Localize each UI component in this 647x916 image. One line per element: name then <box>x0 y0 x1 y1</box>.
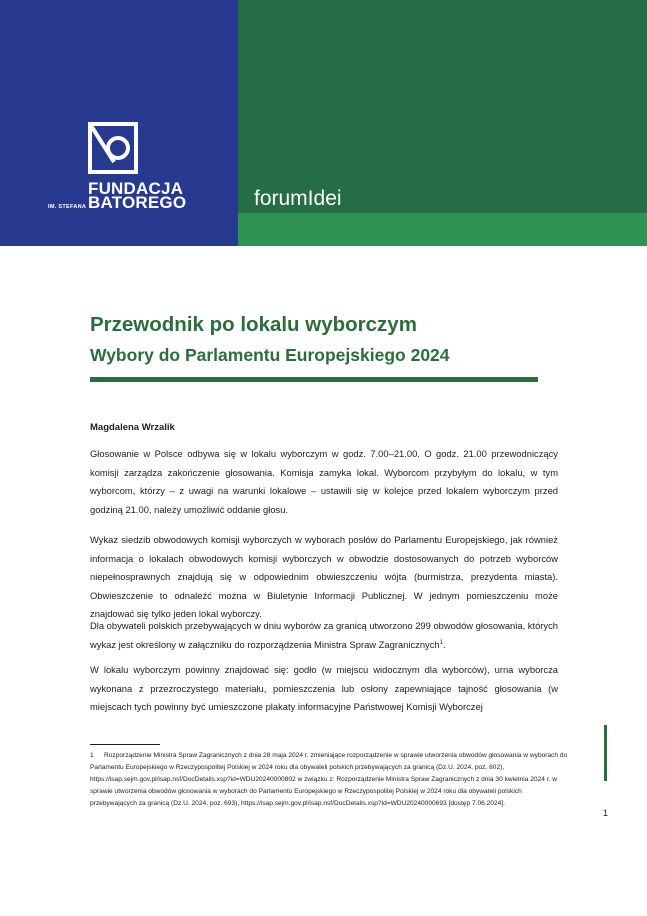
footnote-number: 1 <box>90 752 94 759</box>
logo-text-fundacja: FUNDACJA <box>88 179 184 198</box>
document-title: Przewodnik po lokalu wyborczym <box>90 313 417 336</box>
forum-idei-label: forumIdei <box>254 187 342 210</box>
footnote-text: Rozporządzenie Ministra Spraw Zagranicznych z dnia 28 maja 2024 r. zmieniające rozporządzenie w sprawie utworzenia obwodów głosowania w wyborach do Parlamentu Europejskiego w Rzeczypospolitej Polskiej w 2024 roku dla obywateli polskich przebywających za granicą (Dz.U. 2024, poz. 802), https://isap.sejm.gov.pl/isap.nsf/DocDetails.xsp?id=WDU20240000802 w związku z: Rozporządzenie Ministra Spraw Zagranicznych z dnia 30 kwietnia 2024 r. w sprawie utworzenia obwodów głosowania w wyborach do Parlamentu Europejskiego w Rzeczypospolitej Polskiej w 2024 roku dla obywateli polskich przebywających za granicą (Dz.U. 2024, poz. 693), https://isap.sejm.gov.pl/isap.nsf/DocDetails.xsp?id=WDU20240000693 [dostęp 7.06.2024]. <box>90 752 568 807</box>
paragraph-1: Głosowanie w Polsce odbywa się w lokalu wyborczym w godz. 7.00–21.00. O godz. 21.00 przewodniczący komisji zarządza zakończenie głosowania. Komisja zamyka lokal. Wyborcom przybyłym do lokalu, w tym wyborcom, którzy – z uwagi na warunki lokalowe – ustawili się w kolejce przed lokalem wyborczym przed godziną 21.00, należy umożliwić oddanie głosu. <box>90 448 558 515</box>
logo-text-batorego: BATOREGO <box>88 193 187 212</box>
document-subtitle: Wybory do Parlamentu Europejskiego 2024 <box>90 345 450 365</box>
page-header <box>0 0 647 246</box>
paragraph-2: Wykaz siedzib obwodowych komisji wyborczych w wyborach posłów do Parlamentu Europejskiego, jak również informacja o lokalach obwodowych komisji wyborczych w obwodzie dostosowanych do potrzeb wyborców niepełnosprawnych znajdują się w odpowiednim obwieszczeniu wójta (burmistrza, prezydenta miasta). Obwieszczenie to odnaleźć można w Biuletynie Informacji Publicznej. W jednym pomieszczeniu może znajdować się tylko jeden lokal wyborczy. <box>90 534 558 619</box>
logo-text-im-stefana: IM. STEFANA <box>48 204 87 210</box>
paragraph-3: Dla obywateli polskich przebywających w dniu wyborów za granicą utworzono 299 obwodów głosowania, których wykaz jest określony w załączniku do rozporządzenia Ministra Spraw Zagranicznych$^1$. <box>90 620 558 650</box>
paragraph-3-text: Dla obywateli polskich przebywających w dniu wyborów za granicą utworzono 299 obwodów głosowania, których wykaz jest określony w załączniku do rozporządzenia Ministra Spraw Zagranicznych <box>90 620 558 650</box>
fundacja-batorego-logo-icon <box>88 122 138 174</box>
title-underline <box>90 377 538 382</box>
footnote-separator <box>90 744 160 745</box>
header-green-panel <box>238 0 647 213</box>
footnote <box>90 750 570 810</box>
page-number: 1 <box>603 808 609 818</box>
author-name: Magdalena Wrzalik <box>90 422 175 433</box>
side-accent-bar <box>604 725 607 781</box>
footnote-reference[interactable]: 1 <box>439 639 443 646</box>
paragraph-4: W lokalu wyborczym powinny znajdować się: godło (w miejscu widocznym dla wyborców), urna wyborcza wykonana z przezroczystego materiału, pomieszczenia lub osłony zapewniające tajność głosowania (w miejscach tych powinny być umieszczone plakaty informacyjne Państwowej Komisji Wyborczej <box>90 664 558 712</box>
header-green-stripe <box>238 213 647 246</box>
